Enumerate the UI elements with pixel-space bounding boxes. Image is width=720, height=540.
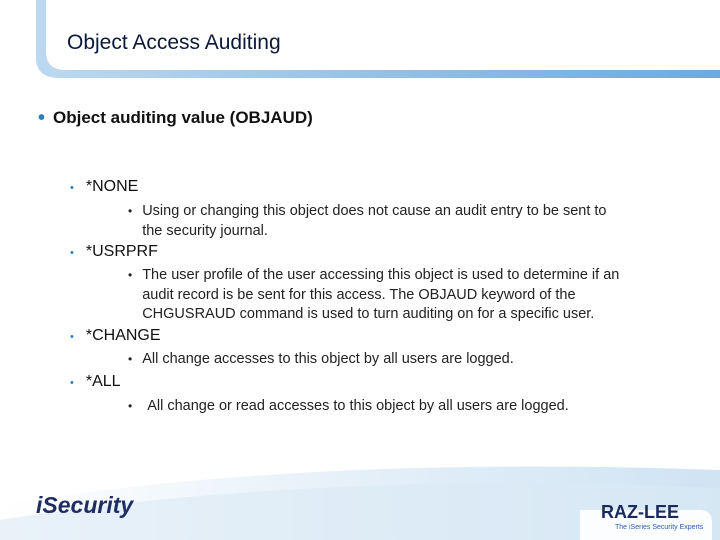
- desc-line: audit record is be sent for this access. The OBJAUD keyword of the: [142, 286, 576, 303]
- main-bullet-text: Object auditing value (OBJAUD): [53, 108, 313, 127]
- desc-line: All change accesses to this object by all users are logged.: [142, 351, 514, 367]
- slide-title: Object Access Auditing: [67, 31, 281, 54]
- item-all-desc: • All change or read accesses to this object by all users are logged.: [128, 397, 688, 417]
- item-change: • *CHANGE: [70, 327, 161, 344]
- item-none: • *NONE: [70, 178, 139, 195]
- item-usrprf: • *USRPRF: [70, 243, 158, 260]
- desc-line: CHGUSRAUD command is used to turn auditing on for a specific user.: [142, 306, 595, 322]
- desc-line: The user profile of the user accessing this object is used to determine if an: [142, 267, 620, 283]
- item-usrprf-desc: • The user profile of the user accessing this object is used to determine if an audit record is be sent for this access. The OBJAUD keyword of the CHGUSRAUD command is used to turn auditing on for a specific user.: [128, 266, 688, 325]
- razlee-logo: RAZ-LEE: [601, 502, 679, 522]
- isecurity-logo: iSecurity: [36, 492, 134, 518]
- item-all: • *ALL: [70, 373, 121, 390]
- main-bullet: [38, 108, 313, 128]
- item-label: *NONE: [85, 178, 139, 195]
- item-change-desc: • All change accesses to this object by all users are logged.: [128, 350, 688, 370]
- item-label: *CHANGE: [85, 327, 161, 344]
- desc-line: All change or read accesses to this object by all users are logged.: [147, 398, 569, 414]
- desc-line: Using or changing this object does not cause an audit entry to be sent to: [142, 203, 607, 219]
- item-label: *ALL: [85, 373, 121, 390]
- item-none-desc: • Using or changing this object does not cause an audit entry to be sent to the security journal.: [128, 202, 688, 241]
- desc-line: the security journal.: [142, 222, 268, 239]
- bullet-dot: •: [38, 107, 46, 129]
- razlee-tagline: The iSeries Security Experts: [615, 524, 704, 531]
- item-label: *USRPRF: [85, 243, 158, 260]
